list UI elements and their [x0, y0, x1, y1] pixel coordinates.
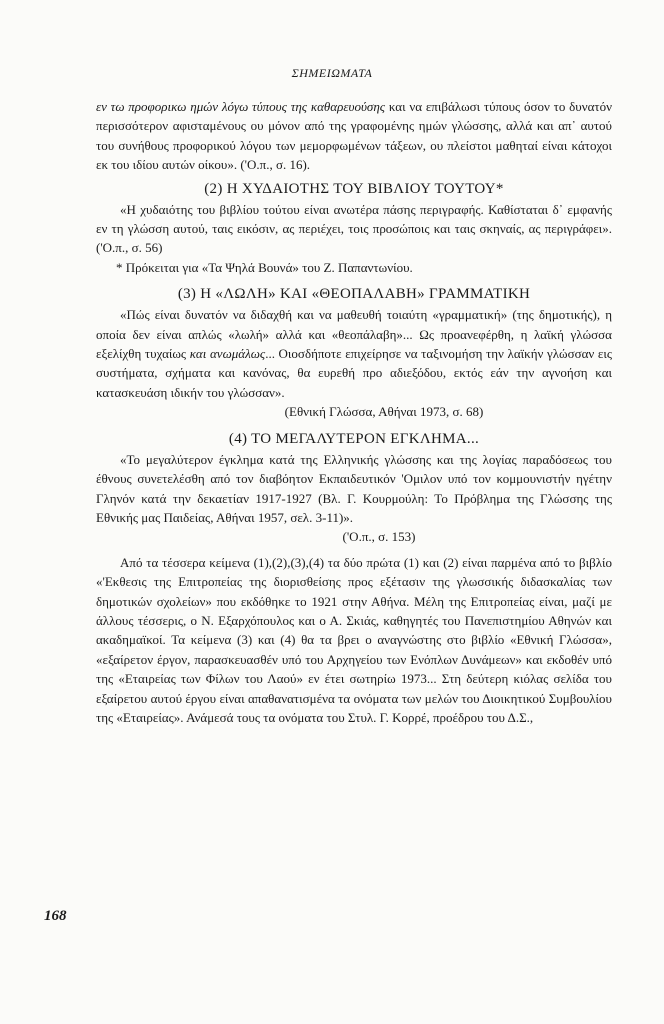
- section2-heading: (2) Η ΧΥΔΑΙΟΤΗΣ ΤΟΥ ΒΙΒΛΙΟΥ ΤΟΥΤΟΥ*: [204, 180, 504, 197]
- intro-italic: εν τω προφορικω ημών λόγω τύπους της καθαρευούσης: [96, 99, 386, 114]
- section3-text-a: «Πώς είναι δυνατόν να διδαχθή και να μαθευθή τοιαύτη «γραμματική» (της δημοτικής), η οποία δεν είναι απλώς «λωλή» αλλά και «θεοπάλαβη»... Ως προανεφέρθη, η λαϊκή γλώσσα εξελίχθη τυχαίως: [96, 307, 612, 362]
- section3-text-b: ... Οιοσδήποτε επιχείρησε να ταξινομήση την λαϊκήν γλώσσαν εις συστήματα, σχήματα και κανόνας, θα ευρεθή προ αδιεξόδου, εκτός εάν την αγνοήση και κατασκευάση ιδικήν του γλώσσαν».: [96, 346, 612, 400]
- section3-quote: [96, 305, 612, 402]
- section4-quote: «Το μεγαλύτερον έγκλημα κατά της Ελληνικής γλώσσης και της λογίας παραδόσεως του έθνους συνετελέσθη από τον διαβόητον Εκπαιδευτικόν 'Ομιλον υπό τον κομμουνιστήν ηγέτην Γληνόν κατά την δεκαετίαν 1917-1927 (Βλ. Γ. Κουρμούλη: Το Πρόβλημα της Γλώσσης της Εθνικής μας Παιδείας, Αθήναι 1957, σελ. 3-11)».: [96, 451, 612, 525]
- intro-paragraph: [96, 97, 612, 175]
- closing-paragraph: Από τα τέσσερα κείμενα (1),(2),(3),(4) τα δύο πρώτα (1) και (2) είναι παρμένα από το βιβλίο «'Εκθεσις της Επιτροπείας της διορισθείσης προς εξέτασιν της γλωσσικής διδασκαλίας των δημοτικών σχολείων» που εκδόθηκε το 1921 στην Αθήνα. Μέλη της Επιτροπείας είναι, μαζί με άλλους τέσσερις, ο Ν. Εξαρχόπουλος και ο Α. Σκιάς, καθηγητές του Πανεπιστημίου Αθηνών και ακαδημαϊκοί. Τα κείμενα (3) και (4) θα τα βρει ο αναγνώστης στο βιβλίο «Εθνική Γλώσσα», «εξαίρετον έργον, παρασκευασθέν υπό του Αρχηγείου των Ενόπλων Δυνάμεων» και εκδοθέν υπό της «Εταιρείας των Φίλων του Λαού» εν έτει σωτηρίω 1973... Στη δεύτερη κιόλας σελίδα του εξαίρετου αυτού έργου είναι απαθανατισμένα τα ονόματα των μελών του Διοικητικού Συμβουλίου της «Εταιρείας». Ανάμεσά τους τα ονόματα του Στυλ. Γ. Κορρέ, προέδρου του Δ.Σ.,: [96, 554, 612, 725]
- section4-heading: (4) ΤΟ ΜΕΓΑΛΥΤΕΡΟΝ ΕΓΚΛΗΜΑ...: [228, 430, 480, 447]
- intro-text: και να επιβάλωσι τύπους όσον το δυνατόν περισσότερον αφισταμένους ου μόνον από της γραφομένης ημών γλώσσης, αλλά και απ᾽ αυτού του συνήθους προφορικού λόγου των μεμορφωμένων τάξεων, ου πλείστοι μαθηταί είναι κάτοχοι εκ του ιδίου αυτών οίκου». ('Ο.π., σ. 16).: [96, 99, 612, 173]
- section2-footnote: * Πρόκειται για «Τα Ψηλά Βουνά» του Ζ. Παπαντωνίου.: [116, 259, 413, 275]
- section3-heading: (3) Η «ΛΩΛΗ» ΚΑΙ «ΘΕΟΠΑΛΑΒΗ» ΓΡΑΜΜΑΤΙΚΗ: [177, 286, 531, 303]
- section2-quote: «Η χυδαιότης του βιβλίου τούτου είναι ανωτέρα πάσης περιγραφής. Καθίσταται δ᾽ εμφανής εν τη γλώσση αυτού, ταις εικόσιν, ας περιέχει, τοις προσώποις και ταις σκηναίς, ας περιγράφει». ('Ο.π., σ. 56): [96, 201, 612, 256]
- section4-source: ('Ο.π., σ. 153): [342, 529, 416, 545]
- page-body: [96, 97, 612, 727]
- section3-source: (Εθνική Γλώσσα, Αθήναι 1973, σ. 68): [284, 404, 484, 420]
- page-number: 168: [44, 908, 67, 924]
- running-head: ΣΗΜΕΙΩΜΑΤΑ: [291, 66, 373, 80]
- section3-text-italic: και ανωμάλως: [189, 346, 266, 362]
